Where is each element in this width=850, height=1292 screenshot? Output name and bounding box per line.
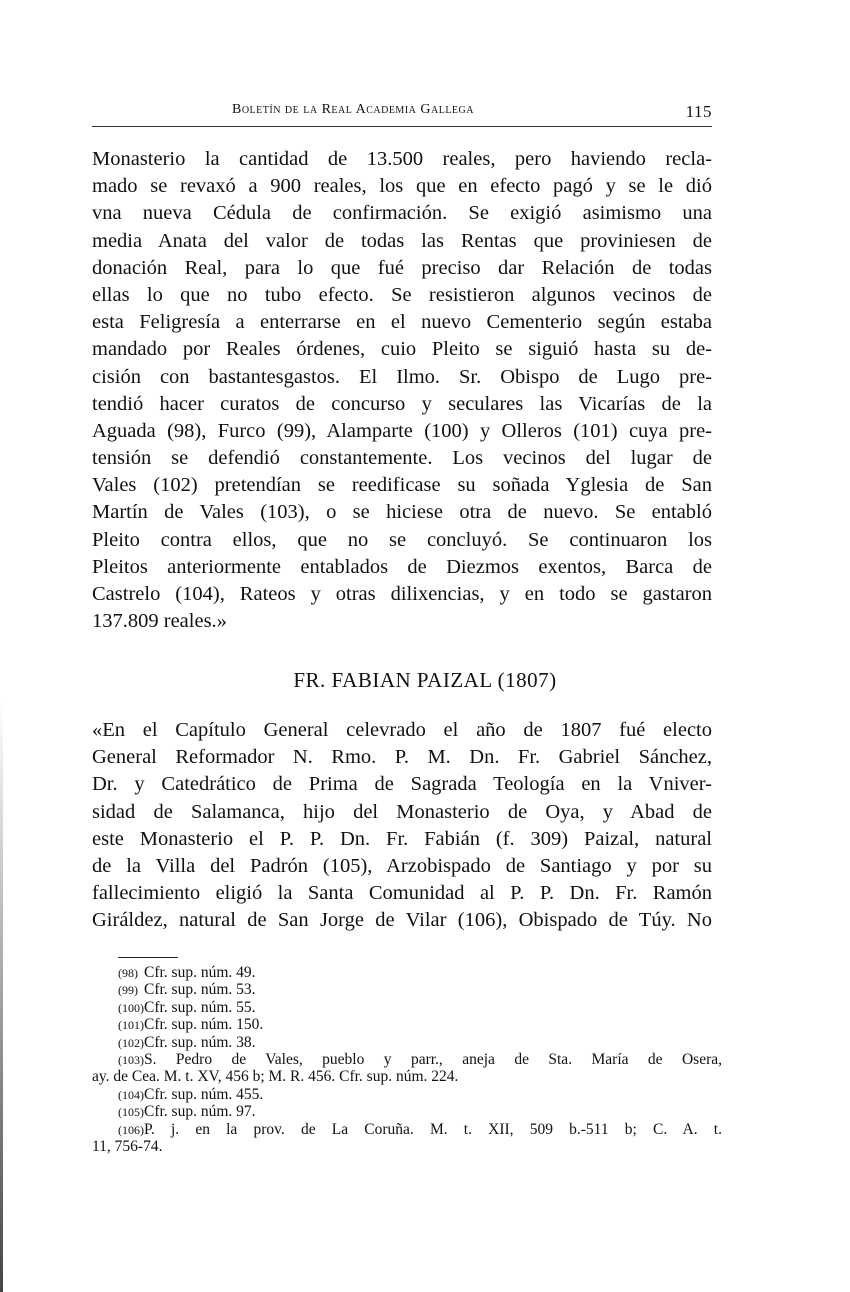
- footnote-marker: (99): [118, 983, 138, 998]
- footnote-marker: (101): [118, 1018, 144, 1033]
- footnote-text: Cfr. sup. núm. 455.: [144, 1085, 264, 1103]
- text-line: sidad de Salamanca, hijo del Monasterio de Oya, y Abad de: [92, 800, 712, 823]
- text-line: Pleito contra ellos, que no se concluyó. Se continuaron los: [92, 528, 712, 551]
- journal-title: Boletín de la Real Academia Gallega: [232, 102, 474, 117]
- text-line: Martín de Vales (103), o se hiciese otra de nuevo. Se entabló: [92, 501, 712, 524]
- text-line: Pleitos anteriormente entablados de Diezmos exentos, Barca de: [92, 555, 712, 578]
- footnote: [92, 1051, 722, 1068]
- footnote: [92, 1121, 722, 1138]
- footnote-text: P. j. en la prov. de La Coruña. M. t. XII, 509 b.-511 b; C. A. t.: [144, 1120, 722, 1138]
- footnote: [92, 964, 722, 981]
- text-line: Aguada (98), Furco (99), Alamparte (100) y Olleros (101) cuya pre-: [92, 419, 712, 442]
- text-line: vna nueva Cédula de confirmación. Se exigió asimismo una: [92, 202, 712, 225]
- footnote: [92, 1034, 722, 1051]
- footnote: [92, 981, 722, 998]
- footnote-marker: (98): [118, 966, 138, 980]
- footnote-text: Cfr. sup. núm. 55.: [144, 998, 256, 1016]
- text-line: Monasterio la cantidad de 13.500 reales, pero haviendo recla-: [92, 148, 712, 170]
- page-edge-shadow: [0, 700, 3, 1292]
- footnote-continuation: 11, 756-74.: [92, 1137, 163, 1155]
- text-line: media Anata del valor de todas las Rentas que proviniesen de: [92, 229, 712, 252]
- footnote-text: Cfr. sup. núm. 97.: [144, 1103, 256, 1121]
- footnote-marker: (106): [118, 1122, 144, 1137]
- footnote-marker: (103): [118, 1052, 144, 1067]
- text-line: ellas lo que no tubo efecto. Se resistieron algunos vecinos de: [92, 283, 712, 306]
- footnote-continuation: ay. de Cea. M. t. XV, 456 b; M. R. 456. Cfr. sup. núm. 224.: [92, 1068, 459, 1086]
- footnote-text: Cfr. sup. núm. 53.: [144, 981, 256, 999]
- text-line: cisión con bastantesgastos. El Ilmo. Sr. Obispo de Lugo pre-: [92, 365, 712, 388]
- footnote: [92, 1103, 722, 1120]
- footnote-text: S. Pedro de Vales, pueblo y parr., aneja de Sta. María de Osera,: [144, 1050, 722, 1068]
- text-line: Dr. y Catedrático de Prima de Sagrada Teología en la Vniver-: [92, 773, 712, 796]
- text-line: «En el Capítulo General celevrado el año de 1807 fué electo: [92, 719, 712, 741]
- footnote-marker: (100): [118, 1000, 144, 1015]
- running-header: [92, 100, 712, 122]
- paragraph-1: [92, 146, 712, 635]
- text-line: esta Feligresía a enterrarse en el nuevo Cementerio según estaba: [92, 311, 712, 334]
- text-line: fallecimiento eligió la Santa Comunidad al P. P. Dn. Fr. Ramón: [92, 882, 712, 905]
- text-line: este Monasterio el P. P. Dn. Fr. Fabián (f. 309) Paizal, natural: [92, 827, 712, 850]
- text-line: Giráldez, natural de San Jorge de Vilar (106), Obispado de Túy. No: [92, 909, 712, 932]
- footnotes: [92, 964, 722, 1155]
- paragraph-2: [92, 717, 712, 935]
- footnote: [92, 999, 722, 1016]
- text-line: Vales (102) pretendían se reedificase su soñada Yglesia de San: [92, 474, 712, 497]
- text-line: tensión se defendió constantemente. Los vecinos del lugar de: [92, 447, 712, 470]
- page-number: 115: [685, 102, 712, 121]
- footnote: [92, 1016, 722, 1033]
- footnote-marker: (105): [118, 1105, 144, 1120]
- text-line: donación Real, para lo que fué preciso dar Relación de todas: [92, 256, 712, 279]
- footnote-text: Cfr. sup. núm. 38.: [144, 1033, 256, 1051]
- footnote-marker: (104): [118, 1087, 144, 1102]
- text-line: mado se revaxó a 900 reales, los que en efecto pagó y se le dió: [92, 175, 712, 198]
- text-line: de la Villa del Padrón (105), Arzobispado de Santiago y por su: [92, 854, 712, 877]
- header-rule: [92, 126, 712, 127]
- footnote-rule: [118, 957, 178, 958]
- text-line: General Reformador N. Rmo. P. M. Dn. Fr. Gabriel Sánchez,: [92, 746, 712, 769]
- footnote-text: Cfr. sup. núm. 150.: [144, 1016, 264, 1034]
- footnote-text: Cfr. sup. núm. 49.: [144, 964, 256, 981]
- text-line: tendió hacer curatos de concurso y seculares las Vicarías de la: [92, 392, 712, 415]
- text-line: Castrelo (104), Rateos y otras dilixencias, y en todo se gastaron: [92, 583, 712, 605]
- text-line: 137.809 reales.»: [92, 610, 227, 633]
- text-line: mandado por Reales órdenes, cuio Pleito se siguió hasta su de-: [92, 338, 712, 361]
- footnote: [92, 1086, 722, 1103]
- section-title: FR. FABIAN PAIZAL (1807): [293, 668, 557, 692]
- footnote-marker: (102): [118, 1035, 144, 1050]
